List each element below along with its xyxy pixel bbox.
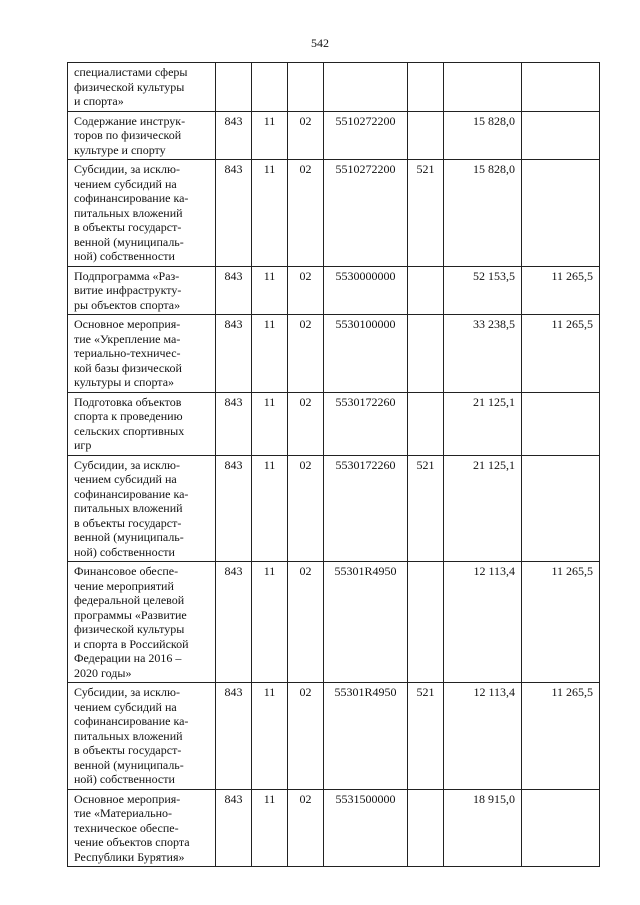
description-line: тие «Укрепление ма- [74,331,181,346]
target-article-cell: 5530100000 [324,315,408,393]
table-row [68,392,600,455]
ved-cell: 843 [216,315,252,393]
description-line: культуре и спорту [74,142,166,157]
description-cell [68,111,216,160]
description-line: софинансирование ка- [74,486,189,501]
table-row [68,789,600,867]
section-cell: 11 [252,789,288,867]
description-line: питальных вложений [74,728,183,743]
amount-cell: 52 153,5 [444,266,522,315]
subsection-cell: 02 [288,315,324,393]
description-line: специалистами сферы [74,65,188,79]
description-line: 2020 годы» [74,665,132,680]
description-line: программы «Развитие [74,607,187,622]
description-cell [68,160,216,267]
amount-cell: 15 828,0 [444,111,522,160]
description-line: ры объектов спорта» [74,297,181,312]
section-cell: 11 [252,111,288,160]
description-line: Содержание инструк- [74,113,186,128]
federal-amount-cell [522,392,600,455]
target-article-cell: 5530172260 [324,455,408,562]
section-cell [252,63,288,112]
description-line: чением субсидий на [74,472,177,486]
description-line: и спорта» [74,94,124,108]
expense-type-cell: 521 [408,455,444,562]
description-line: питальных вложений [74,501,183,515]
federal-amount-cell: 11 265,5 [522,562,600,683]
description-line: Подпрограмма «Раз- [74,268,180,283]
federal-amount-cell [522,455,600,562]
description-line: чение мероприятий [74,578,174,593]
description-line: питальных вложений [74,205,183,220]
federal-amount-cell [522,111,600,160]
federal-amount-cell [522,63,600,112]
description-cell [68,63,216,112]
expense-type-cell [408,789,444,867]
subsection-cell: 02 [288,683,324,790]
subsection-cell: 02 [288,266,324,315]
section-cell: 11 [252,160,288,267]
ved-cell: 843 [216,160,252,267]
subsection-cell: 02 [288,789,324,867]
description-line: витие инфраструкту- [74,283,182,297]
description-line: и спорта в Российской [74,636,189,651]
target-article-cell: 5531500000 [324,789,408,867]
description-line: в объекты государст- [74,220,182,234]
expense-type-cell [408,111,444,160]
federal-amount-cell: 11 265,5 [522,266,600,315]
federal-amount-cell [522,160,600,267]
ved-cell: 843 [216,562,252,683]
amount-cell [444,63,522,112]
ved-cell: 843 [216,683,252,790]
description-line: федеральной целевой [74,593,185,607]
expense-type-cell: 521 [408,160,444,267]
page-number: 542 [311,36,329,50]
amount-cell: 15 828,0 [444,160,522,267]
table-row [68,111,600,160]
subsection-cell: 02 [288,160,324,267]
ved-cell: 843 [216,392,252,455]
subsection-cell: 02 [288,455,324,562]
description-line: венной (муниципаль- [74,757,184,772]
description-line: Субсидии, за исклю- [74,685,180,699]
target-article-cell: 5510272200 [324,111,408,160]
amount-cell: 33 238,5 [444,315,522,393]
description-line: культуры и спорта» [74,375,175,389]
subsection-cell [288,63,324,112]
table-row [68,160,600,267]
subsection-cell: 02 [288,111,324,160]
table-row [68,266,600,315]
description-line: физической культуры [74,622,185,636]
description-cell [68,392,216,455]
description-line: Субсидии, за исклю- [74,162,180,176]
section-cell: 11 [252,315,288,393]
description-line: Основное мероприя- [74,317,181,331]
description-line: спорта к проведению [74,409,183,423]
table-row [68,315,600,393]
expense-type-cell [408,562,444,683]
section-cell: 11 [252,266,288,315]
table-body [68,63,600,867]
subsection-cell: 02 [288,562,324,683]
expense-type-cell [408,63,444,112]
description-line: Основное мероприя- [74,791,181,806]
ved-cell: 843 [216,789,252,867]
target-article-cell: 5510272200 [324,160,408,267]
description-line: Федерации на 2016 – [74,651,182,665]
table-row [68,63,600,112]
description-cell [68,266,216,315]
description-line: игр [74,438,92,452]
section-cell: 11 [252,562,288,683]
description-line: тие «Материально- [74,806,172,820]
description-cell [68,789,216,867]
description-line: ной) собственности [74,249,175,263]
federal-amount-cell: 11 265,5 [522,315,600,393]
description-line: Республики Бурятия» [74,849,185,864]
target-article-cell: 5530000000 [324,266,408,315]
expense-type-cell [408,392,444,455]
amount-cell: 21 125,1 [444,455,522,562]
description-line: техническое обеспе- [74,820,179,835]
amount-cell: 21 125,1 [444,392,522,455]
description-cell [68,455,216,562]
description-line: венной (муниципаль- [74,530,184,544]
amount-cell: 12 113,4 [444,562,522,683]
description-line: софинансирование ка- [74,191,189,205]
description-line: териально-техничес- [74,346,181,360]
expense-type-cell [408,315,444,393]
table-row [68,683,600,790]
target-article-cell: 5530172260 [324,392,408,455]
federal-amount-cell: 11 265,5 [522,683,600,790]
ved-cell: 843 [216,111,252,160]
description-line: венной (муниципаль- [74,234,184,249]
description-cell [68,315,216,393]
section-cell: 11 [252,683,288,790]
target-article-cell: 55301R4950 [324,683,408,790]
description-line: чение объектов спорта [74,835,190,849]
amount-cell: 12 113,4 [444,683,522,790]
description-cell [68,562,216,683]
description-line: физической культуры [74,79,185,94]
subsection-cell: 02 [288,392,324,455]
ved-cell: 843 [216,266,252,315]
description-line: в объекты государст- [74,743,182,757]
section-cell: 11 [252,455,288,562]
expense-type-cell [408,266,444,315]
description-line: ной) собственности [74,772,175,786]
description-line: сельских спортивных [74,423,185,438]
expense-type-cell: 521 [408,683,444,790]
description-line: кой базы физической [74,360,182,375]
description-line: софинансирование ка- [74,714,189,728]
ved-cell: 843 [216,455,252,562]
budget-table [67,62,600,867]
description-line: Подготовка объектов [74,394,182,409]
target-article-cell [324,63,408,112]
description-line: ной) собственности [74,544,175,559]
description-cell [68,683,216,790]
target-article-cell: 55301R4950 [324,562,408,683]
amount-cell: 18 915,0 [444,789,522,867]
description-line: Финансовое обеспе- [74,564,179,578]
federal-amount-cell [522,789,600,867]
ved-cell [216,63,252,112]
description-line: Субсидии, за исклю- [74,457,180,472]
description-line: чением субсидий на [74,699,177,714]
description-line: торов по физической [74,128,182,142]
table-row [68,562,600,683]
section-cell: 11 [252,392,288,455]
description-line: в объекты государст- [74,515,182,530]
table-row [68,455,600,562]
description-line: чением субсидий на [74,176,177,191]
